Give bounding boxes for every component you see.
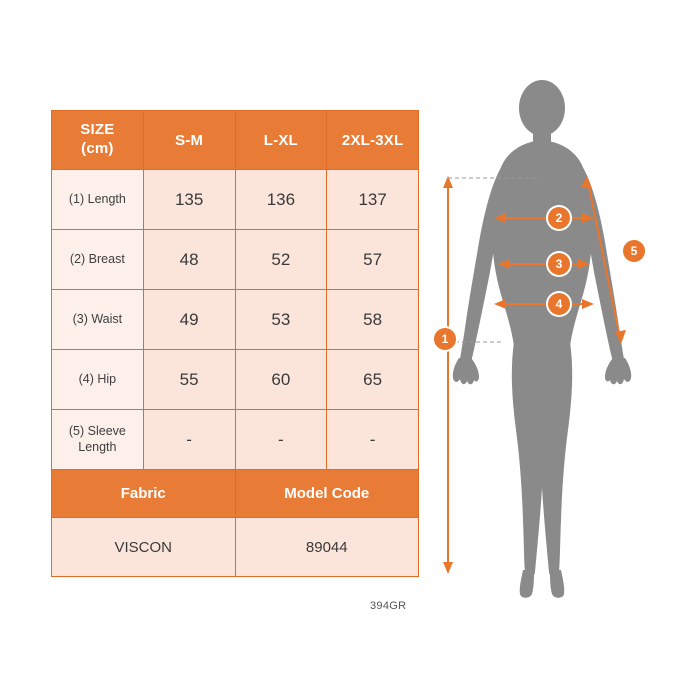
row-label-hip: (4) Hip: [52, 350, 144, 410]
row-label-length: (1) Length: [52, 170, 144, 230]
badge-breast: 2: [548, 207, 570, 229]
cell-sleeve-sm: -: [143, 410, 235, 470]
table-row: [52, 230, 419, 290]
row-label-waist: (3) Waist: [52, 290, 144, 350]
size-table: [51, 110, 419, 577]
cell-length-lxl: 136: [235, 170, 327, 230]
column-header-lxl: L-XL: [235, 111, 327, 170]
column-header-2xl3xl: 2XL-3XL: [327, 111, 419, 170]
badge-length: 1: [434, 328, 456, 350]
badge-waist: 3: [548, 253, 570, 275]
badge-sleeve-length: 5: [623, 240, 645, 262]
table-row: [52, 170, 419, 230]
table-row: [52, 350, 419, 410]
column-header-sm: S-M: [143, 111, 235, 170]
cell-hip-lxl: 60: [235, 350, 327, 410]
table-header-row: [52, 111, 419, 170]
row-label-breast: (2) Breast: [52, 230, 144, 290]
cell-length-sm: 135: [143, 170, 235, 230]
cell-hip-2xl3xl: 65: [327, 350, 419, 410]
table-row: [52, 290, 419, 350]
table-row: [52, 410, 419, 470]
cell-waist-lxl: 53: [235, 290, 327, 350]
measurement-figure: [430, 70, 680, 630]
cell-breast-sm: 48: [143, 230, 235, 290]
footer-value-row: [52, 518, 419, 577]
fabric-header: Fabric: [52, 470, 236, 518]
cell-sleeve-2xl3xl: -: [327, 410, 419, 470]
cell-hip-sm: 55: [143, 350, 235, 410]
cell-waist-sm: 49: [143, 290, 235, 350]
size-unit-label: (cm): [81, 140, 114, 157]
female-body-silhouette-icon: [430, 70, 680, 630]
model-code-header: Model Code: [235, 470, 419, 518]
product-code-note: 394GR: [370, 600, 407, 612]
size-header-label: SIZE: [80, 121, 115, 139]
cell-length-2xl3xl: 137: [327, 170, 419, 230]
cell-breast-2xl3xl: 57: [327, 230, 419, 290]
badge-hip: 4: [548, 293, 570, 315]
cell-sleeve-lxl: -: [235, 410, 327, 470]
cell-waist-2xl3xl: 58: [327, 290, 419, 350]
row-label-sleeve-length: (5) Sleeve Length: [52, 410, 144, 470]
footer-header-row: [52, 470, 419, 518]
cell-breast-lxl: 52: [235, 230, 327, 290]
fabric-value: VISCON: [52, 518, 236, 577]
size-unit-header: [52, 111, 144, 170]
model-code-value: 89044: [235, 518, 419, 577]
